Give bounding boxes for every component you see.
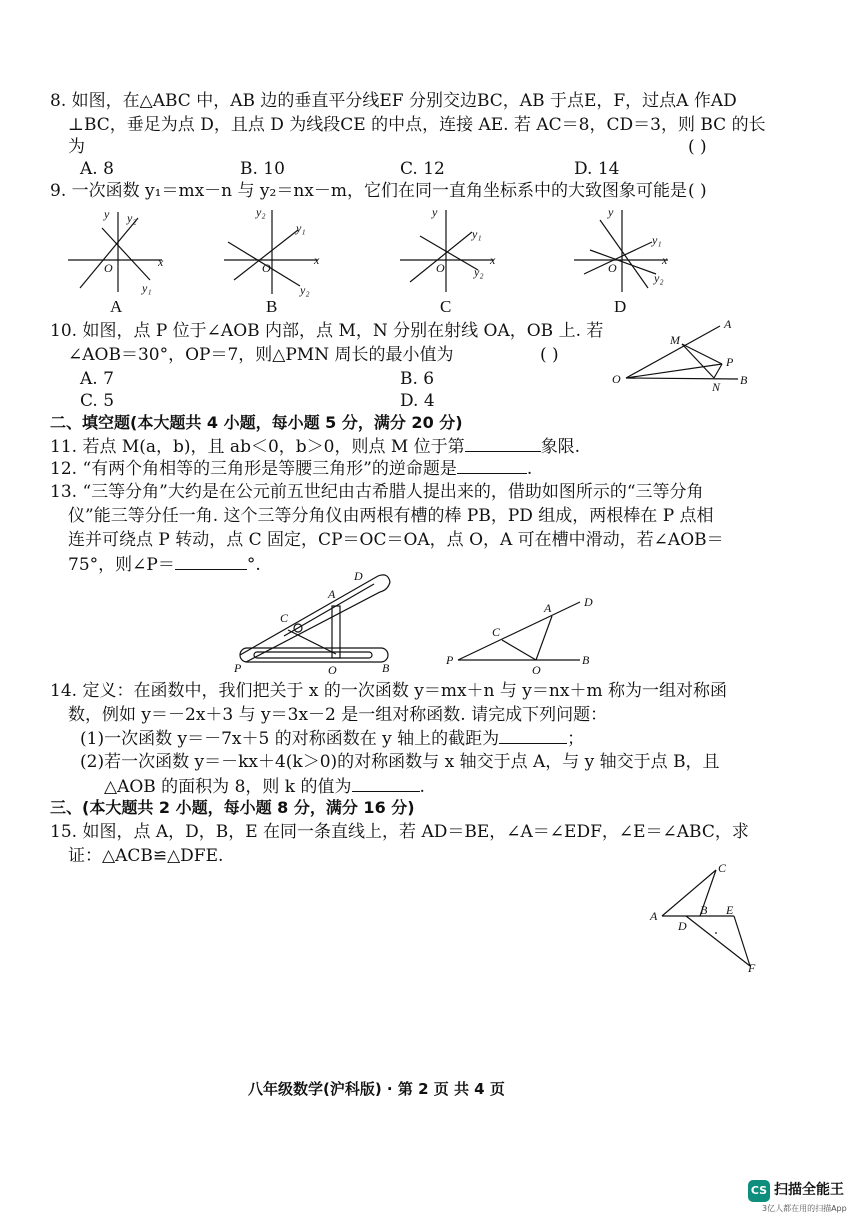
q13-fig2-label-d: D — [584, 595, 593, 609]
q10-line1: 10. 如图，点 P 位于∠AOB 内部，点 M，N 分别在射线 OA，OB 上. 若 — [50, 321, 604, 341]
q11-text-end: 象限. — [540, 437, 581, 457]
q12-text-end: . — [526, 459, 533, 479]
q13-fig2-label-c: C — [492, 625, 501, 639]
q15-line1: 15. 如图，点 A，D，B，E 在同一条直线上，若 AD＝BE，∠A＝∠EDF，∠E＝∠ABC，求 — [50, 822, 749, 842]
q9-d-o-label: O — [608, 261, 617, 275]
q14-line1: 14. 定义：在函数中，我们把关于 x 的一次函数 y＝mx＋n 与 y＝nx＋m 称为一组对称函 — [50, 681, 727, 701]
q10-label-a: A — [724, 317, 732, 331]
q14-part2-end: . — [419, 777, 425, 797]
q12 — [50, 457, 532, 480]
q14-part1-text: (1)一次函数 y＝－7x＋5 的对称函数在 y 轴上的截距为 — [80, 729, 500, 749]
q15-label-c: C — [718, 861, 727, 875]
section2-heading: 二、填空题(本大题共 4 小题，每小题 5 分，满分 20 分) — [50, 413, 463, 432]
q13-fig1-label-b: B — [382, 661, 390, 675]
q13-trisector-figure — [228, 568, 408, 678]
q9-a-y-label: y — [104, 207, 110, 221]
q8-line1: 8. 如图，在△ABC 中，AB 边的垂直平分线EF 分别交边BC，AB 于点E，F，过点A 作AD — [50, 91, 737, 111]
q13-line3: 连并可绕点 P 转动，点 C 固定，CP＝OC＝OA，点 O，A 可在槽中滑动，若∠AOB＝ — [68, 530, 724, 550]
q14-part2-text: △AOB 的面积为 8，则 k 的值为 — [104, 777, 352, 797]
q9-b-y1-label: y₁ — [296, 221, 306, 235]
q15-label-f: F — [748, 961, 756, 975]
q13-fig1-label-a: A — [328, 587, 336, 601]
q13-fig2-label-a: A — [544, 601, 552, 615]
q15-label-b: B — [700, 903, 708, 917]
q13-fig2-label-b: B — [582, 653, 590, 667]
q9-a-y1-label: y₁ — [142, 281, 152, 295]
q14-part2-line2 — [104, 775, 425, 798]
q13-fig1-label-d: D — [354, 569, 363, 583]
q9-b-y2-label: y₂ — [300, 283, 310, 297]
q13-fig2-label-o: O — [532, 663, 541, 677]
q10-label-o: O — [612, 372, 621, 386]
q9-a-y2-label: y₂ — [127, 211, 137, 225]
q10-label-n: N — [712, 380, 721, 394]
q12-answer-blank[interactable] — [457, 457, 527, 474]
q9-graph-d-line1 — [600, 220, 648, 288]
q9-d-y-label: y — [608, 205, 614, 219]
q10-figure — [610, 318, 770, 398]
q10-option-b: B. 6 — [400, 369, 435, 389]
q9-c-y-label: y — [432, 205, 438, 219]
q13-line2: 仪”能三等分任一角. 这个三等分角仪由两根有槽的棒 PB，PD 组成，两根棒在 P 点相 — [68, 506, 714, 526]
q10-label-p: P — [726, 355, 734, 369]
q13-fig1-label-p: P — [234, 661, 242, 675]
q13-geometry-figure — [444, 592, 614, 682]
q10-option-a: A. 7 — [80, 369, 114, 389]
q9-graph-c-line2 — [420, 236, 478, 270]
q15-label-a: A — [650, 909, 658, 923]
q8-answer-paren: ( ) — [688, 137, 707, 157]
q10-option-c: C. 5 — [80, 391, 115, 411]
q8-line2: ⊥BC，垂足为点 D，且点 D 为线段CE 的中点，连接 AE. 若 AC＝8，CD＝3，则 BC 的长 — [68, 115, 766, 135]
q13-fig1-label-o: O — [328, 663, 337, 677]
q9-graph-c-label: C — [440, 297, 452, 316]
q14-part2-answer-blank[interactable] — [352, 775, 420, 792]
q9-c-x-label: x — [490, 253, 496, 267]
q9-stem: 9. 一次函数 y₁＝mx－n 与 y₂＝nx－m，它们在同一直角坐标系中的大致图象可能是 — [50, 181, 687, 201]
q10-option-d: D. 4 — [400, 391, 435, 411]
q9-graph-a-line1 — [80, 218, 138, 288]
q9-c-y1-label: y₁ — [472, 227, 482, 241]
q11 — [50, 435, 580, 458]
q9-c-o-label: O — [436, 261, 445, 275]
q15-figure — [648, 858, 768, 978]
page-footer: 八年级数学(沪科版) · 第 2 页 共 4 页 — [248, 1080, 505, 1098]
q13-fig1-label-c: C — [280, 611, 289, 625]
q15-label-d: D — [678, 919, 687, 933]
q10-label-b: B — [740, 373, 748, 387]
q9-b-o-label: O — [262, 261, 271, 275]
q13-fig2-label-p: P — [446, 653, 454, 667]
camscanner-logo: CS — [748, 1180, 770, 1202]
q9-c-y2-label: y₂ — [474, 265, 484, 279]
q10-label-m: M — [670, 333, 680, 347]
q9-b-x-label: x — [314, 253, 320, 267]
q9-a-x-label: x — [158, 255, 164, 269]
q10-answer-paren: ( ) — [540, 345, 559, 365]
q12-text: 12. “有两个角相等的三角形是等腰三角形”的逆命题是 — [50, 459, 457, 479]
q8-option-b: B. 10 — [240, 159, 285, 179]
q13-line1: 13. “三等分角”大约是在公元前五世纪由古希腊人提出来的，借助如图所示的“三等分角 — [50, 482, 704, 502]
q10-line2: ∠AOB＝30°，OP＝7，则△PMN 周长的最小值为 — [68, 345, 454, 365]
q14-part1 — [80, 727, 584, 750]
q14-line2: 数，例如 y＝－2x＋3 与 y＝3x－2 是一组对称函数. 请完成下列问题： — [68, 705, 608, 725]
q8-option-c: C. 12 — [400, 159, 445, 179]
section3-heading: 三、(本大题共 2 小题，每小题 8 分，满分 16 分) — [50, 798, 415, 817]
q15-line2: 证：△ACB≌△DFE. — [68, 846, 224, 866]
q9-d-y2-label: y₂ — [654, 271, 664, 285]
q13-line4-text: 75°，则∠P＝ — [68, 555, 175, 575]
q8-option-a: A. 8 — [80, 159, 114, 179]
q14-part1-end: ； — [567, 729, 585, 749]
q9-graph-c — [400, 210, 494, 292]
q11-text: 11. 若点 M(a，b)，且 ab＜0，b＞0，则点 M 位于第 — [50, 437, 465, 457]
camscanner-tagline: 3亿人都在用的扫描App — [762, 1204, 847, 1213]
q9-graphs — [0, 200, 867, 320]
q9-a-o-label: O — [104, 261, 113, 275]
q14-part1-answer-blank[interactable] — [499, 727, 567, 744]
q15-label-e: E — [726, 903, 734, 917]
q9-b-y2-axis-label: y₂ — [256, 205, 266, 219]
q11-answer-blank[interactable] — [465, 435, 541, 452]
q9-graph-b-label: B — [266, 297, 278, 316]
q13-line4-end: °. — [246, 555, 261, 575]
q9-d-x-label: x — [662, 253, 668, 267]
q14-part2-line1: (2)若一次函数 y＝－kx＋4(k＞0)的对称函数与 x 轴交于点 A，与 y 轴交于点 B，且 — [80, 752, 720, 772]
q9-graph-d-label: D — [614, 297, 627, 316]
q9-graph-a-label: A — [110, 297, 123, 316]
q9-answer-paren: ( ) — [688, 181, 707, 201]
q8-option-d: D. 14 — [574, 159, 620, 179]
q9-graph-a — [68, 212, 162, 292]
q9-d-y1-label: y₁ — [652, 233, 662, 247]
q8-line3: 为 — [68, 137, 85, 157]
camscanner-brand: 扫描全能王 — [774, 1182, 844, 1198]
